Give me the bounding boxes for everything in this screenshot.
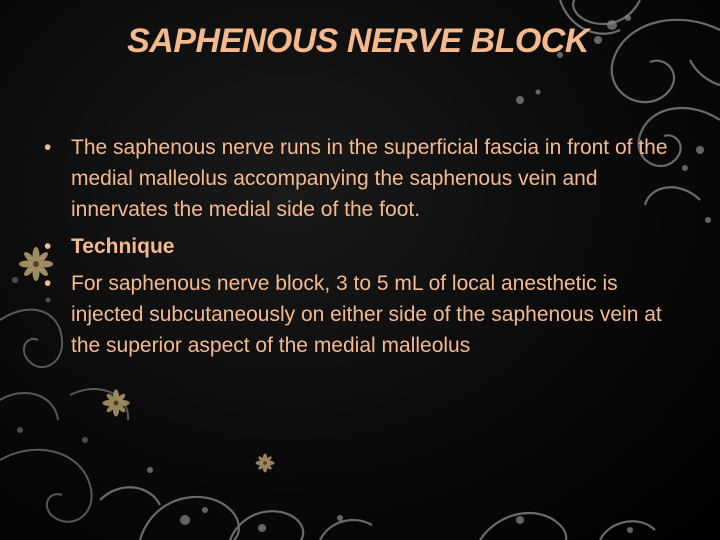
bullet-text-heading: Technique <box>71 235 175 258</box>
flower-icon <box>103 390 130 417</box>
bullet-icon: • <box>44 136 52 159</box>
list-item <box>44 268 684 361</box>
list-item <box>44 231 684 262</box>
flower-icon <box>256 454 275 473</box>
dot-ornament-icon <box>147 467 633 533</box>
bullet-list <box>44 132 684 367</box>
bullet-text: The saphenous nerve runs in the superficial fascia in front of the medial malleolus accompanying the saphenous vein and innervates the medial side of the foot. <box>71 136 668 221</box>
bullet-text: For saphenous nerve block, 3 to 5 mL of local anesthetic is injected subcutaneously on either side of the saphenous vein at the superior aspect of the medial malleolus <box>71 272 662 357</box>
bullet-icon: • <box>44 272 52 295</box>
bullet-icon: • <box>44 235 52 258</box>
slide-title: SAPHENOUS NERVE BLOCK <box>127 22 589 60</box>
swirl-ornament-icon <box>100 487 655 540</box>
list-item <box>44 132 684 225</box>
